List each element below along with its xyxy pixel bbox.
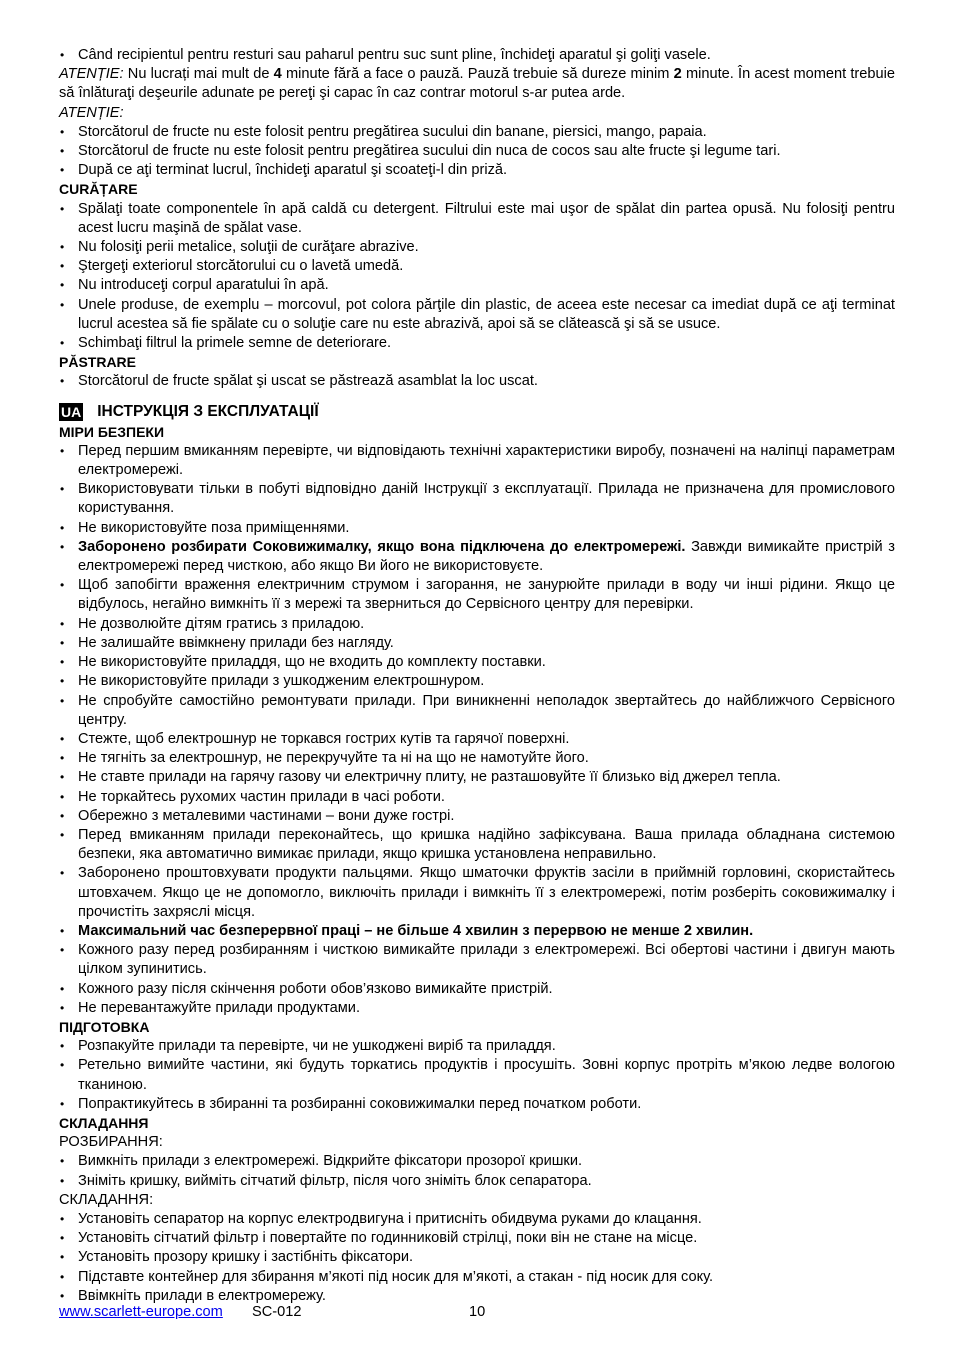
list-item: • Використовувати тільки в побуті відповідно даній Інструкції з експлуатації. Прилада не призначена для промислового користування. bbox=[59, 480, 895, 518]
list-item: • Перед першим вмиканням перевірте, чи відповідають технічні характеристики виробу, позначені на наліпці параметрам електромережі. bbox=[59, 442, 895, 480]
website-link[interactable]: www.scarlett-europe.com bbox=[59, 1304, 223, 1320]
attention-label-2: ATENȚIE: bbox=[59, 104, 124, 121]
list-item: • Ştergeţi exteriorul storcătorului cu o lavetă umedă. bbox=[59, 257, 895, 276]
section-heading-safety: МІРИ БЕЗПЕКИ bbox=[59, 423, 165, 440]
list-item: • Storcătorul de fructe spălat şi uscat se păstrează asamblat la loc uscat. bbox=[59, 372, 895, 391]
list-item: • Установіть сітчатий фільтр і повертайте по годинниковій стрілці, поки він не стане на місце. bbox=[59, 1229, 895, 1248]
attention-paragraph: ATENȚIE: Nu lucrați mai mult de 4 minute fără a face o pauză. Pauză trebuie să dureze minim 2 minute. În acest moment trebuie să înlăturaţi deşeurile adunate pe pereţi şi capac în caz contrar motorul s-ar putea arde. bbox=[59, 66, 895, 102]
section-heading-preparation: ПІДГОТОВКА bbox=[59, 1018, 150, 1035]
list-item: • Nu folosiţi perii metalice, soluţii de curăţare abrazive. bbox=[59, 238, 895, 257]
list-item: • Schimbaţi filtrul la primele semne de deteriorare. bbox=[59, 334, 895, 353]
list-item: • Unele produse, de exemplu – morcovul, pot colora părţile din plastic, de aceea este necesar ca imediat după ce aţi terminat lucrul acestea să fie spălate cu o soluţie care nu este abrazivă, apoi să se clătească şi să se usuce. bbox=[59, 296, 895, 334]
list-item: • Ввімкніть прилади в електромережу. bbox=[59, 1287, 895, 1306]
list-item: • Не торкайтесь рухомих частин прилади в часі роботи. bbox=[59, 788, 895, 807]
list-item: • Не тягніть за електрошнур, не перекручуйте та ні на що не намотуйте його. bbox=[59, 749, 895, 768]
section-heading-storage: PĂSTRARE bbox=[59, 354, 137, 371]
assembly-list bbox=[59, 1210, 895, 1306]
section-title: ІНСТРУКЦІЯ З ЕКСПЛУАТАЦІЇ bbox=[97, 403, 319, 421]
list-item: • Ретельно вимийте частини, які будуть торкатись продуктів і просушіть. Зовні корпус протріть м’якою ледве вологою тканиною. bbox=[59, 1056, 895, 1094]
preparation-list bbox=[59, 1037, 895, 1114]
list-item: • Вимкніть прилади з електромережі. Відкрийте фіксатори прозорої кришки. bbox=[59, 1152, 895, 1171]
list-item: • Підставте контейнер для збирання м’якоті під носик для м’якоті, а стакан - під носик для соку. bbox=[59, 1268, 895, 1287]
list-item: • Установіть прозору кришку і застібніть фіксатори. bbox=[59, 1248, 895, 1267]
list-item: • Розпакуйте прилади та перевірте, чи не ушкоджені виріб та приладдя. bbox=[59, 1037, 895, 1056]
list-item: • Не залишайте ввімкнену прилади без нагляду. bbox=[59, 634, 895, 653]
list-item: • Перед вмиканням прилади переконайтесь, що кришка надійно зафіксувана. Ваша прилада обладнана системою безпеки, яка автоматично вимикає прилади, якщо кришка установлена неправильно. bbox=[59, 826, 895, 864]
subsection-label-assembly: СКЛАДАННЯ: bbox=[59, 1191, 154, 1208]
list-item: • Кожного разу перед розбиранням і чисткою вимикайте прилади з електромережі. Всі обертові частини і двигун мають цілком зупинитись. bbox=[59, 941, 895, 979]
list-item: • Не використовуйте поза приміщеннями. bbox=[59, 519, 895, 538]
list-item: • Установіть сепаратор на корпус електродвигуна і притисніть обидвума руками до клацання. bbox=[59, 1210, 895, 1229]
list-item: • Щоб запобігти враження електричним струмом і загорання, не занурюйте прилади в воду чи інші рідини. Якщо це відбулось, негайно вимкніть її з мережі та зверниться до Сервісного центру для перевірки. bbox=[59, 576, 895, 614]
language-section-title bbox=[59, 401, 895, 423]
subsection-label-disassembly: РОЗБИРАННЯ: bbox=[59, 1134, 163, 1151]
attention-list bbox=[59, 123, 895, 181]
list-item: • Зніміть кришку, вийміть сітчатий фільтр, після чого зніміть блок сепаратора. bbox=[59, 1172, 895, 1191]
list-item: • Заборонено розбирати Соковижималку, якщо вона підключена до електромережі. Завжди вимикайте пристрій з електромережі перед чисткою, або якщо Ви його не використовуєте. bbox=[59, 538, 895, 576]
model-number: SC-012 bbox=[252, 1304, 302, 1320]
disassembly-list bbox=[59, 1152, 895, 1190]
section-heading-cleaning: CURĂȚARE bbox=[59, 181, 138, 198]
list-item: • Максимальний час безперервної праці – не більше 4 хвилин з перервою не менше 2 хвилин. bbox=[59, 922, 895, 941]
list-item: • Не спробуйте самостійно ремонтувати прилади. При виникненні неполадок звертайтесь до найближчого Сервісного центру. bbox=[59, 692, 895, 730]
list-item: • Не ставте прилади на гарячу газову чи електричну плиту, не разташовуйте її близько від джерел тепла. bbox=[59, 768, 895, 787]
list-item: • Spălaţi toate componentele în apă caldă cu detergent. Filtrului este mai uşor de spălat din partea opusă. Nu folosiţi pentru acest lucru maşină de spălat vase. bbox=[59, 200, 895, 238]
list-item: • Storcătorul de fructe nu este folosit pentru pregătirea sucului din banane, piersici, mango, papaia. bbox=[59, 123, 895, 142]
list-item: • Не дозволюйте дітям гратись з приладою. bbox=[59, 615, 895, 634]
list-item: • Nu introduceţi corpul aparatului în apă. bbox=[59, 276, 895, 295]
list-item: • Не перевантажуйте прилади продуктами. bbox=[59, 999, 895, 1018]
attention-label: ATENȚIE: bbox=[59, 66, 124, 83]
list-item: • Când recipientul pentru resturi sau paharul pentru suc sunt pline, închideţi aparatul şi goliţi vasele. bbox=[59, 46, 895, 65]
list-item: • Не використовуйте прилади з ушкодженим електрошнуром. bbox=[59, 672, 895, 691]
storage-list bbox=[59, 372, 895, 391]
page-footer bbox=[59, 1303, 895, 1323]
list-item: • Кожного разу після скінчення роботи обов’язково вимикайте пристрій. bbox=[59, 980, 895, 999]
list-item: • Не використовуйте приладдя, що не входить до комплекту поставки. bbox=[59, 653, 895, 672]
list-item: • Стежте, щоб електрошнур не торкався гострих кутів та гарячої поверхні. bbox=[59, 730, 895, 749]
page-number: 10 bbox=[469, 1304, 486, 1320]
list-item: • Заборонено проштовхувати продукти пальцями. Якщо шматочки фруктів засіли в приймній горловині, скористайтесь штовхачем. Якщо це не допомогло, виключіть прилади і вимкніть її з електромережі, потім розберіть соковижималку і прочистіть захряслі місця. bbox=[59, 864, 895, 922]
list-item: • Storcătorul de fructe nu este folosit pentru pregătirea sucului din nuca de cocos sau alte fructe şi legume tari. bbox=[59, 142, 895, 161]
cleaning-list bbox=[59, 200, 895, 354]
section-heading-assembly: СКЛАДАННЯ bbox=[59, 1114, 149, 1131]
page-content bbox=[59, 46, 895, 1306]
list-item: • După ce aţi terminat lucrul, închideţi aparatul şi scoateţi-l din priză. bbox=[59, 161, 895, 180]
list-item: • Попрактикуйтесь в збиранні та розбиранні соковижималки перед початком роботи. bbox=[59, 1095, 895, 1114]
safety-list bbox=[59, 442, 895, 1018]
list-item: • Обережно з металевими частинами – вони дуже гострі. bbox=[59, 807, 895, 826]
language-badge: UA bbox=[61, 403, 82, 420]
